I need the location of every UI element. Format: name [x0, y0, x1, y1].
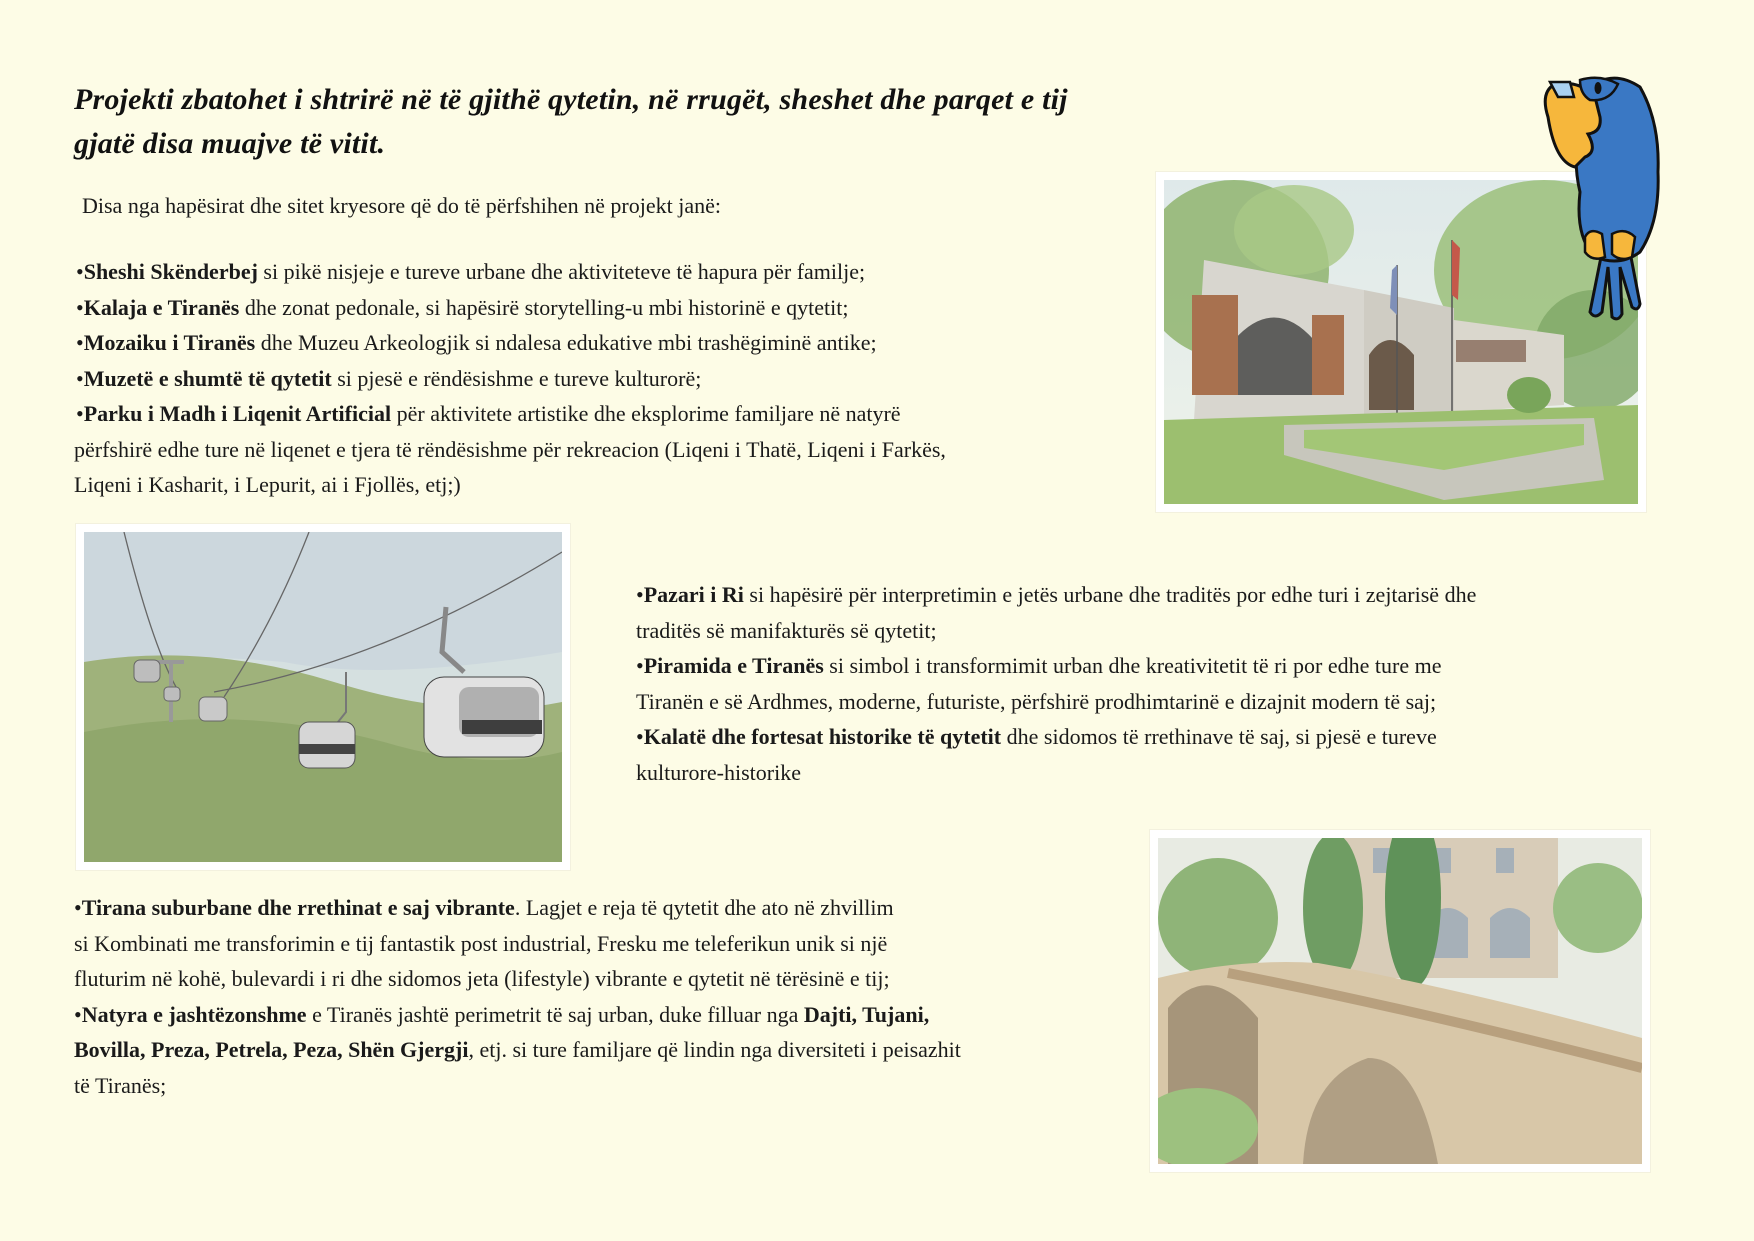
item-continuation: të Tiranës;	[74, 1072, 167, 1098]
bullet-icon: •	[636, 724, 644, 749]
item-description: , etj. si ture familjare që lindin nga diversiteti i peisazhit	[468, 1037, 961, 1062]
item-continuation: Tiranën e së Ardhmes, moderne, futuriste, përfshirë prodhimtarinë e dizajnit modern të saj;	[636, 688, 1437, 714]
item-description: . Lagjet e reja të qytetit dhe ato në zhvillim	[514, 895, 894, 920]
item-continuation: kulturore-historike	[636, 759, 801, 785]
item-continuation: përfshirë edhe ture në liqenet e tjera të rëndësishme për rekreacion (Liqeni i Thatë, Liqeni i Farkës,	[74, 436, 946, 462]
item-description: dhe Muzeu Arkeologjik si ndalesa edukative mbi trashëgiminë antike;	[255, 330, 877, 355]
item-description: si simbol i transformimit urban dhe kreativitetit të ri por edhe ture me	[823, 653, 1442, 678]
bridge-image	[1158, 838, 1642, 1164]
item-description: për aktivitete artistike dhe eksplorime familjare në natyrë	[391, 401, 901, 426]
item-title: Sheshi Skënderbej	[83, 259, 258, 284]
bullet-icon: •	[76, 401, 84, 426]
sites-list-1	[76, 254, 1076, 503]
item-continuation: traditës së manifakturës së qytetit;	[636, 617, 937, 643]
list-item	[636, 648, 1636, 684]
item-title: Natyra e jashtëzonshme	[81, 1001, 307, 1027]
item-title: Parku i Madh i Liqenit Artificial	[83, 401, 392, 426]
item-title: Tirana suburbane dhe rrethinat e saj vibrante	[81, 895, 515, 920]
list-item	[636, 577, 1636, 613]
item-continuation: Liqeni i Kasharit, i Lepurit, ai i Fjollës, etj;)	[74, 472, 461, 497]
item-title: Muzetë e shumtë të qytetit	[83, 365, 332, 391]
heading-line-1: Projekti zbatohet i shtrirë në të gjithë qytetin, në rrugët, sheshet dhe parqet e tij	[74, 83, 1068, 116]
item-title: Piramida e Tiranës	[643, 653, 824, 678]
item-description: si pikë nisjeje e tureve urbane dhe aktiviteteve të hapura për familje;	[257, 259, 866, 284]
item-continuation	[74, 1032, 1074, 1068]
cable-car-illustration	[76, 524, 570, 870]
item-description: si pjesë e rëndësishme e tureve kulturorë;	[331, 365, 702, 391]
item-description: e Tiranës jashtë perimetrit të saj urban, duke filluar nga	[306, 1001, 804, 1027]
sites-list-2	[636, 577, 1636, 790]
item-continuation: si Kombinati me transforimin e tij fantastik post industrial, Fresku me teleferikun unik si një	[74, 930, 888, 956]
page-heading	[74, 78, 1154, 166]
item-description: dhe zonat pedonale, si hapësirë storytelling-u mbi historinë e qytetit;	[239, 294, 849, 320]
cable-car-image	[84, 532, 562, 862]
place-names: Bovilla, Preza, Petrela, Peza, Shën Gjergji	[74, 1037, 469, 1062]
list-item	[76, 361, 1076, 397]
list-item	[74, 997, 1074, 1033]
item-title: Mozaiku i Tiranës	[83, 330, 256, 355]
bullet-icon: •	[76, 259, 84, 284]
list-item	[76, 396, 1076, 432]
bullet-icon: •	[636, 653, 644, 678]
intro-text: Disa nga hapësirat dhe sitet kryesore që do të përfshihen në projekt janë:	[82, 193, 721, 218]
bridge-illustration	[1150, 830, 1650, 1172]
item-continuation: fluturim në kohë, bulevardi i ri dhe sidomos jeta (lifestyle) vibrante e qytetit në tërësinë e tij;	[74, 966, 890, 991]
list-item	[636, 719, 1636, 755]
bullet-icon: •	[636, 582, 644, 607]
item-description: dhe sidomos të rrethinave të saj, si pjesë e tureve	[1001, 724, 1437, 749]
heading-line-2: gjatë disa muajve të vitit.	[74, 127, 386, 160]
list-item	[74, 890, 1074, 926]
parrot-icon	[1540, 62, 1670, 324]
bullet-icon: •	[76, 330, 84, 355]
item-description: si hapësirë për interpretimin e jetës urbane dhe traditës por edhe turi i zejtarisë dhe	[743, 582, 1477, 607]
sites-list-3	[74, 890, 1074, 1103]
bullet-icon: •	[76, 294, 84, 320]
list-item	[76, 325, 1076, 361]
parrot-mascot-icon	[1540, 62, 1670, 324]
list-item	[76, 254, 1076, 290]
bullet-icon: •	[74, 1001, 82, 1027]
list-item	[76, 290, 1076, 326]
item-title: Kalatë dhe fortesat historike të qytetit	[643, 724, 1002, 749]
bullet-icon: •	[76, 365, 84, 391]
item-title-extra: Dajti, Tujani,	[803, 1001, 930, 1027]
item-title: Pazari i Ri	[643, 582, 744, 607]
item-title: Kalaja e Tiranës	[83, 294, 240, 320]
bullet-icon: •	[74, 895, 82, 920]
